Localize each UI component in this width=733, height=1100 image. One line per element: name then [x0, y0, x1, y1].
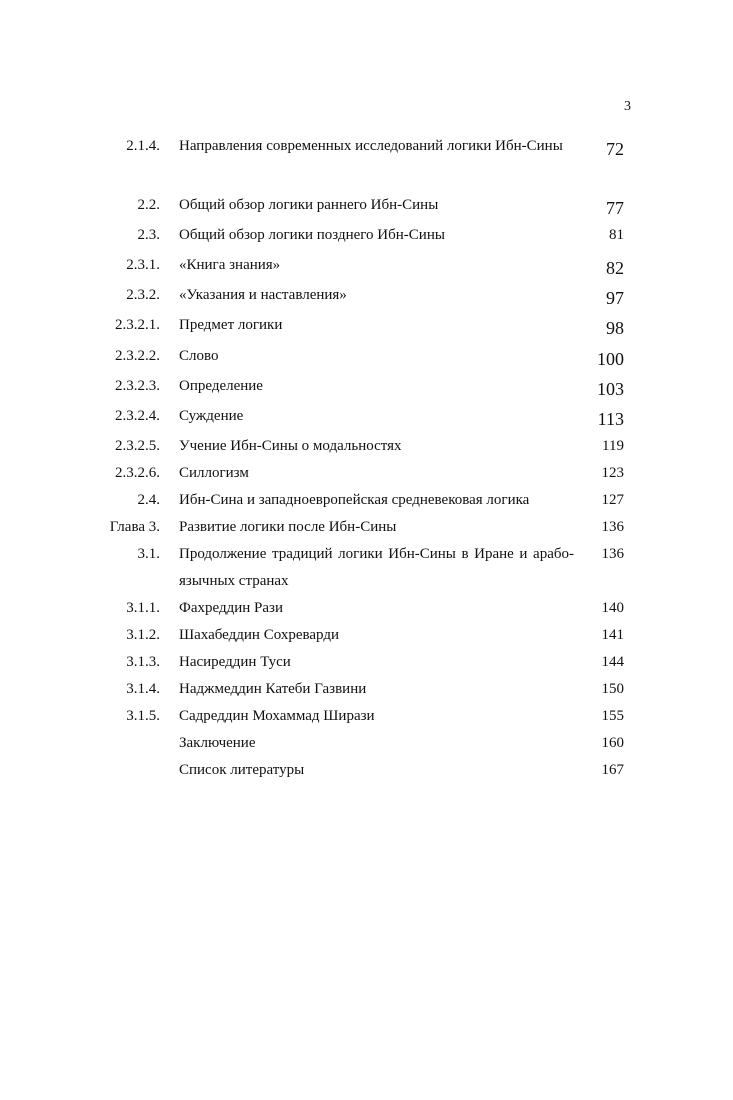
toc-page: 167 [601, 762, 624, 778]
toc-title: Насиреддин Туси [179, 654, 291, 670]
toc-number: 3.1.3. [126, 654, 160, 670]
toc-number: 2.4. [137, 492, 160, 508]
toc-row [0, 433, 733, 460]
toc-row [0, 133, 733, 192]
toc-row [0, 222, 733, 252]
toc-page: 100 [597, 349, 624, 369]
toc-number: 3.1.4. [126, 681, 160, 697]
table-of-contents [0, 133, 733, 784]
toc-number: 3.1. [137, 546, 160, 562]
toc-title: Слово [179, 348, 219, 364]
toc-row [0, 192, 733, 222]
toc-row [0, 541, 733, 595]
toc-page: 155 [601, 708, 624, 724]
toc-page: 141 [601, 627, 624, 643]
toc-title: Наджмеддин Катеби Газвини [179, 681, 367, 697]
toc-page: 77 [606, 198, 624, 218]
toc-page: 123 [601, 465, 624, 481]
toc-number: 2.3.2. [126, 287, 160, 303]
toc-row [0, 676, 733, 703]
toc-row [0, 649, 733, 676]
toc-page: 140 [601, 600, 624, 616]
toc-row [0, 514, 733, 541]
toc-number: 2.2. [137, 197, 160, 213]
toc-title: Ибн-Сина и западноевропейская средневековая логика [179, 492, 530, 508]
toc-title: Определение [179, 378, 263, 394]
toc-number: 2.3.2.1. [115, 317, 160, 333]
toc-title: Фахреддин Рази [179, 600, 283, 616]
toc-row [0, 487, 733, 514]
toc-page: 136 [601, 519, 624, 535]
toc-title: Развитие логики после Ибн-Сины [179, 519, 397, 535]
toc-page: 113 [597, 409, 624, 429]
toc-row [0, 252, 733, 282]
toc-number: 3.1.1. [126, 600, 160, 616]
toc-page: 144 [601, 654, 624, 670]
toc-row [0, 595, 733, 622]
toc-number: 2.1.4. [126, 138, 160, 154]
toc-title: Шахабеддин Сохреварди [179, 627, 340, 643]
toc-page: 72 [606, 139, 624, 159]
toc-number: 2.3.1. [126, 257, 160, 273]
toc-row [0, 282, 733, 312]
toc-row [0, 730, 733, 757]
toc-row [0, 312, 733, 343]
toc-row [0, 757, 733, 784]
toc-number: 2.3.2.5. [115, 438, 160, 454]
toc-row [0, 343, 733, 373]
toc-number: 2.3.2.6. [115, 465, 160, 481]
toc-title: Суждение [179, 408, 244, 424]
toc-title: Силлогизм [179, 465, 249, 481]
toc-page: 81 [609, 227, 624, 243]
page-number: 3 [624, 99, 631, 114]
toc-number: 3.1.5. [126, 708, 160, 724]
toc-number: Глава 3. [109, 519, 160, 535]
toc-number: 3.1.2. [126, 627, 160, 643]
toc-title: «Указания и наставления» [179, 287, 347, 303]
toc-number: 2.3.2.3. [115, 378, 160, 394]
toc-page: 103 [597, 379, 624, 399]
toc-number: 2.3.2.4. [115, 408, 160, 424]
toc-page: 136 [601, 546, 624, 562]
toc-title: Учение Ибн-Сины о модальностях [179, 438, 402, 454]
toc-page: 97 [606, 288, 624, 308]
toc-row [0, 703, 733, 730]
toc-title: Предмет логики [179, 317, 283, 333]
toc-title: Садреддин Мохаммад Ширази [179, 708, 375, 724]
toc-page: 98 [606, 318, 624, 338]
toc-page: 150 [601, 681, 624, 697]
toc-title: Заключение [179, 735, 256, 751]
toc-number: 2.3. [137, 227, 160, 243]
toc-title: Направления современных исследований логики Ибн-Сины [179, 138, 563, 154]
toc-page: 82 [606, 258, 624, 278]
toc-row [0, 460, 733, 487]
toc-page: 119 [602, 438, 624, 454]
toc-page: 127 [601, 492, 624, 508]
toc-title: Продолжение традиций логики Ибн-Сины в Иране и арабо-язычных странах [179, 546, 574, 589]
toc-number: 2.3.2.2. [115, 348, 160, 364]
toc-row [0, 622, 733, 649]
toc-title: «Книга знания» [179, 257, 281, 273]
toc-row [0, 373, 733, 403]
toc-title: Список литературы [179, 762, 305, 778]
toc-row [0, 403, 733, 433]
toc-title: Общий обзор логики раннего Ибн-Сины [179, 197, 439, 213]
toc-page: 160 [601, 735, 624, 751]
toc-title: Общий обзор логики позднего Ибн-Сины [179, 227, 445, 243]
